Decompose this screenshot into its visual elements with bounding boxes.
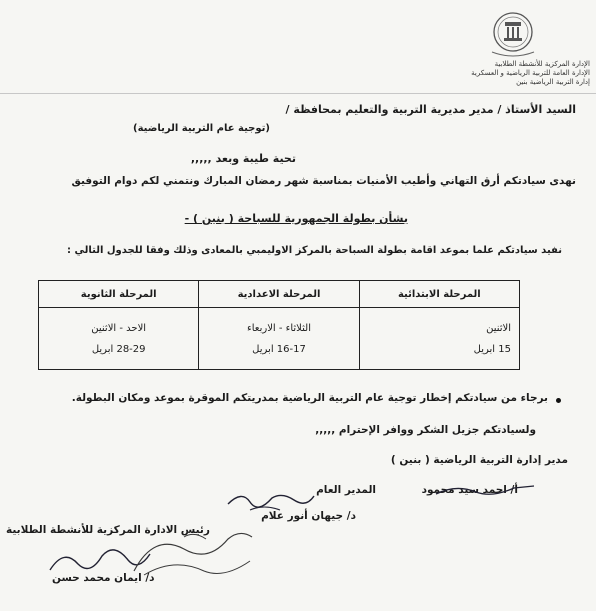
primary-date: 15 ابريل: [473, 344, 511, 355]
intro-paragraph: نفيد سيادتكم علما بموعد اقامة بطولة السباحة بالمركز الاوليمبي بالمعادى وذلك وفقا للجدول التالي :: [67, 245, 562, 256]
secondary-date: 28-29 ابريل: [91, 344, 146, 355]
letter-subject: بشأن بطولة الجمهورية للسباحة ( بنين ) -: [184, 212, 408, 225]
ministry-logo-icon: [476, 6, 550, 62]
column-header-preparatory: المرحلة الاعدادية: [199, 281, 359, 308]
column-header-primary: المرحلة الابتدائية: [359, 281, 519, 308]
bullet-icon: [556, 398, 561, 403]
bullet-request: برجاء من سيادتكم إخطار توجية عام التربية الرياضية بمدريتكم الموقرة بموعد ومكان البطولة.: [71, 392, 548, 404]
recipient-line: السيد الأستاذ / مدير مديرية التربية والتعليم بمحافظة /: [285, 103, 576, 116]
secondary-days: الاحد - الاثنين: [91, 323, 147, 334]
general-director-signature-icon: [220, 470, 320, 518]
dept-director-name: أ/ احمد سيد محمود: [421, 484, 518, 496]
general-director-title: المدير العام: [316, 484, 376, 496]
letterhead-text: [425, 60, 590, 87]
letterhead-line-1: الإدارة المركزية للأنشطة الطلابية: [494, 60, 590, 68]
dept-director-title: مدير إدارة التربية الرياضية ( بنين ): [390, 454, 568, 466]
column-header-secondary: المرحلة الثانوية: [39, 281, 199, 308]
closing-thanks: ولسيادتكم جزيل الشكر ووافر الإحترام ,,,,,: [315, 424, 536, 436]
ramadan-wishes: نهدى سيادتكم أرق التهاني وأطيب الأمنيات بمناسبة شهر رمضان المبارك ونتمني لكم دوام التوفيق: [71, 175, 576, 187]
table-header-row: [39, 281, 520, 308]
schedule-cell-preparatory: [199, 308, 359, 370]
recipient-subline: (توجية عام التربية الرياضية): [133, 123, 270, 134]
preparatory-date: 16-17 ابريل: [252, 344, 306, 355]
official-stamp-icon: [124, 527, 258, 579]
greeting: تحية طيبة وبعد ,,,,,: [190, 152, 296, 165]
letterhead-line-3: إدارة التربية الرياضية بنين: [516, 78, 590, 86]
preparatory-days: الثلاثاء - الاربعاء: [247, 323, 311, 334]
central-head-title: رئيس الادارة المركزية للأنشطة الطلابية: [6, 524, 210, 536]
header-divider: [0, 93, 596, 94]
table-row: [39, 308, 520, 370]
letterhead-line-2: الإدارة العامة للتربية الرياضية و العسكرية: [471, 69, 590, 77]
general-director-name: د/ جيهان أنور علام: [261, 510, 356, 522]
schedule-cell-secondary: [39, 308, 199, 370]
central-head-name: د/ ايمان محمد حسن: [52, 572, 155, 584]
schedule-table: [38, 280, 520, 370]
primary-days: الاثنين: [486, 323, 511, 334]
schedule-cell-primary: [359, 308, 519, 370]
dept-director-signature-icon: [430, 474, 540, 506]
